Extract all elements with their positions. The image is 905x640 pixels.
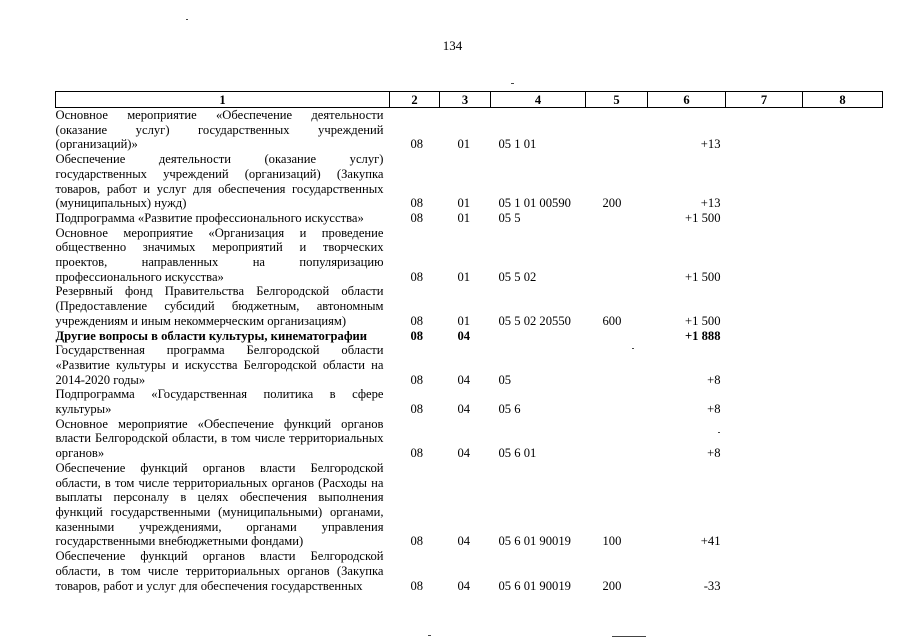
budget-table (55, 91, 883, 593)
empty-cell (726, 417, 803, 461)
scan-speck (428, 635, 431, 636)
row-cell-c3: 01 (457, 137, 471, 152)
row-cell-c4: 05 5 02 20550 (498, 313, 571, 328)
column-header: 5 (586, 92, 648, 108)
row-cell-c6: +8 (707, 446, 721, 461)
row-cell-c3: 01 (457, 313, 471, 328)
column-header: 6 (648, 92, 726, 108)
row-cell-c5 (586, 387, 648, 416)
row-cell-c6: +13 (700, 196, 721, 211)
table-row (56, 387, 883, 416)
row-cell-c4: 05 (498, 372, 512, 387)
row-cell-c2: 08 (410, 137, 424, 152)
column-header: 3 (440, 92, 491, 108)
column-header: 2 (390, 92, 440, 108)
row-cell-c5: 200 (602, 196, 622, 211)
table-row (56, 284, 883, 328)
row-cell-c4: 05 6 01 90019 (498, 578, 571, 593)
empty-cell (803, 226, 883, 285)
row-cell-c6: +8 (707, 402, 721, 417)
row-cell-c5: 600 (602, 313, 622, 328)
row-cell-c5 (586, 108, 648, 153)
row-cell-c3: 01 (457, 196, 471, 211)
row-cell-c5 (586, 329, 648, 344)
empty-cell (726, 152, 803, 211)
empty-cell (726, 108, 803, 153)
row-cell-c3: 01 (457, 269, 471, 284)
row-cell-c3: 04 (457, 578, 471, 593)
row-cell-c2: 08 (410, 446, 424, 461)
row-cell-c2: 08 (410, 196, 424, 211)
table-row (56, 343, 883, 387)
column-header: 4 (491, 92, 586, 108)
row-cell-c6: +1 500 (685, 269, 721, 284)
row-cell-c2: 08 (410, 578, 424, 593)
row-description: Основное мероприятие «Обеспечение деятельности (оказание услуг) государственных учреждений (организаций)» (55, 108, 384, 152)
row-cell-c4: 05 5 (498, 210, 521, 225)
row-description: Подпрограмма «Государственная политика в сфере культуры» (55, 387, 384, 417)
empty-cell (803, 343, 883, 387)
row-cell-c3: 04 (457, 446, 471, 461)
empty-cell (803, 461, 883, 549)
row-cell-c6: -33 (703, 578, 721, 593)
table-body (56, 108, 883, 594)
row-cell-c5 (586, 417, 648, 461)
empty-cell (803, 152, 883, 211)
table-row (56, 417, 883, 461)
page-number: 134 (442, 38, 463, 53)
row-cell-c6: +13 (700, 137, 721, 152)
empty-cell (726, 461, 803, 549)
row-cell-c4 (491, 329, 586, 344)
empty-cell (726, 549, 803, 593)
empty-cell (803, 284, 883, 328)
table-row (56, 549, 883, 593)
empty-cell (803, 211, 883, 226)
empty-cell (726, 226, 803, 285)
row-cell-c3: 04 (457, 372, 471, 387)
empty-cell (726, 211, 803, 226)
empty-cell (803, 549, 883, 593)
empty-cell (803, 387, 883, 416)
table-row (56, 152, 883, 211)
row-cell-c4: 05 6 01 90019 (498, 534, 571, 549)
row-cell-c6: +1 888 (684, 328, 721, 343)
column-header: 8 (803, 92, 883, 108)
row-cell-c6: +41 (700, 534, 721, 549)
row-description: Обеспечение функций органов власти Белгородской области, в том числе территориальных органов (Закупка товаров, работ и услуг для обеспечения государственных (55, 549, 384, 593)
empty-cell (726, 329, 803, 344)
empty-cell (726, 387, 803, 416)
empty-cell (803, 329, 883, 344)
row-cell-c5: 100 (602, 534, 622, 549)
row-description: Обеспечение деятельности (оказание услуг) государственных учреждений (организаций) (Закупка товаров, работ и услуг для обеспечения государственных (муниципальных) нужд) (55, 152, 384, 211)
row-cell-c2: 08 (410, 269, 424, 284)
column-header: 1 (56, 92, 390, 108)
row-cell-c2: 08 (410, 402, 424, 417)
row-cell-c5 (586, 343, 648, 387)
table-row (56, 461, 883, 549)
empty-cell (803, 108, 883, 153)
empty-cell (726, 284, 803, 328)
row-cell-c5 (586, 226, 648, 285)
row-description: Другие вопросы в области культуры, кинематографии (55, 328, 368, 343)
row-cell-c4: 05 1 01 00590 (498, 196, 571, 211)
row-cell-c6: +8 (707, 372, 721, 387)
row-description: Резервный фонд Правительства Белгородской области (Предоставление субсидий бюджетным, автономным учреждениям и иным некоммерческим организациям) (55, 284, 384, 328)
scan-speck (186, 19, 188, 20)
scan-speck (511, 83, 514, 84)
row-cell-c4: 05 6 01 (498, 446, 537, 461)
table-row (56, 226, 883, 285)
row-cell-c2: 08 (410, 313, 424, 328)
scan-speck (632, 348, 634, 349)
table-row (56, 211, 883, 226)
scan-speck (718, 432, 720, 433)
row-description: Обеспечение функций органов власти Белгородской области, в том числе территориальных органов (Расходы на выплаты персоналу в целях обеспечения выполнения функций государственными (муниципальными) органами, казенными учреждениями, органами управления государственными внебюджетными фондами) (55, 460, 384, 549)
row-description: Подпрограмма «Развитие профессионального искусства» (55, 210, 364, 225)
row-cell-c6: +1 500 (685, 210, 721, 225)
table-row (56, 108, 883, 153)
row-cell-c5 (586, 211, 648, 226)
column-header: 7 (726, 92, 803, 108)
table-row (56, 329, 883, 344)
row-cell-c3: 01 (457, 210, 471, 225)
row-cell-c4: 05 1 01 (498, 137, 537, 152)
row-cell-c3: 04 (457, 534, 471, 549)
row-cell-c2: 08 (410, 372, 424, 387)
header-row (56, 92, 883, 108)
row-cell-c3: 04 (457, 402, 471, 417)
row-description: Основное мероприятие «Обеспечение функций органов власти Белгородской области, в том числе территориальных органов» (55, 416, 384, 461)
row-description: Государственная программа Белгородской области «Развитие культуры и искусства Белгородской области на 2014-2020 годы» (55, 343, 384, 387)
empty-cell (726, 343, 803, 387)
empty-cell (803, 417, 883, 461)
row-cell-c4: 05 6 (498, 402, 521, 417)
row-cell-c5: 200 (602, 578, 622, 593)
row-cell-c2: 08 (410, 328, 424, 343)
row-cell-c3: 04 (457, 328, 471, 343)
scan-speck (612, 636, 646, 637)
row-cell-c2: 08 (410, 210, 424, 225)
row-cell-c4: 05 5 02 (498, 269, 537, 284)
row-cell-c6: +1 500 (685, 313, 721, 328)
row-cell-c2: 08 (410, 534, 424, 549)
row-description: Основное мероприятие «Организация и проведение общественно значимых мероприятий и творческих проектов, направленных на популяризацию профессионального искусства» (55, 225, 384, 284)
